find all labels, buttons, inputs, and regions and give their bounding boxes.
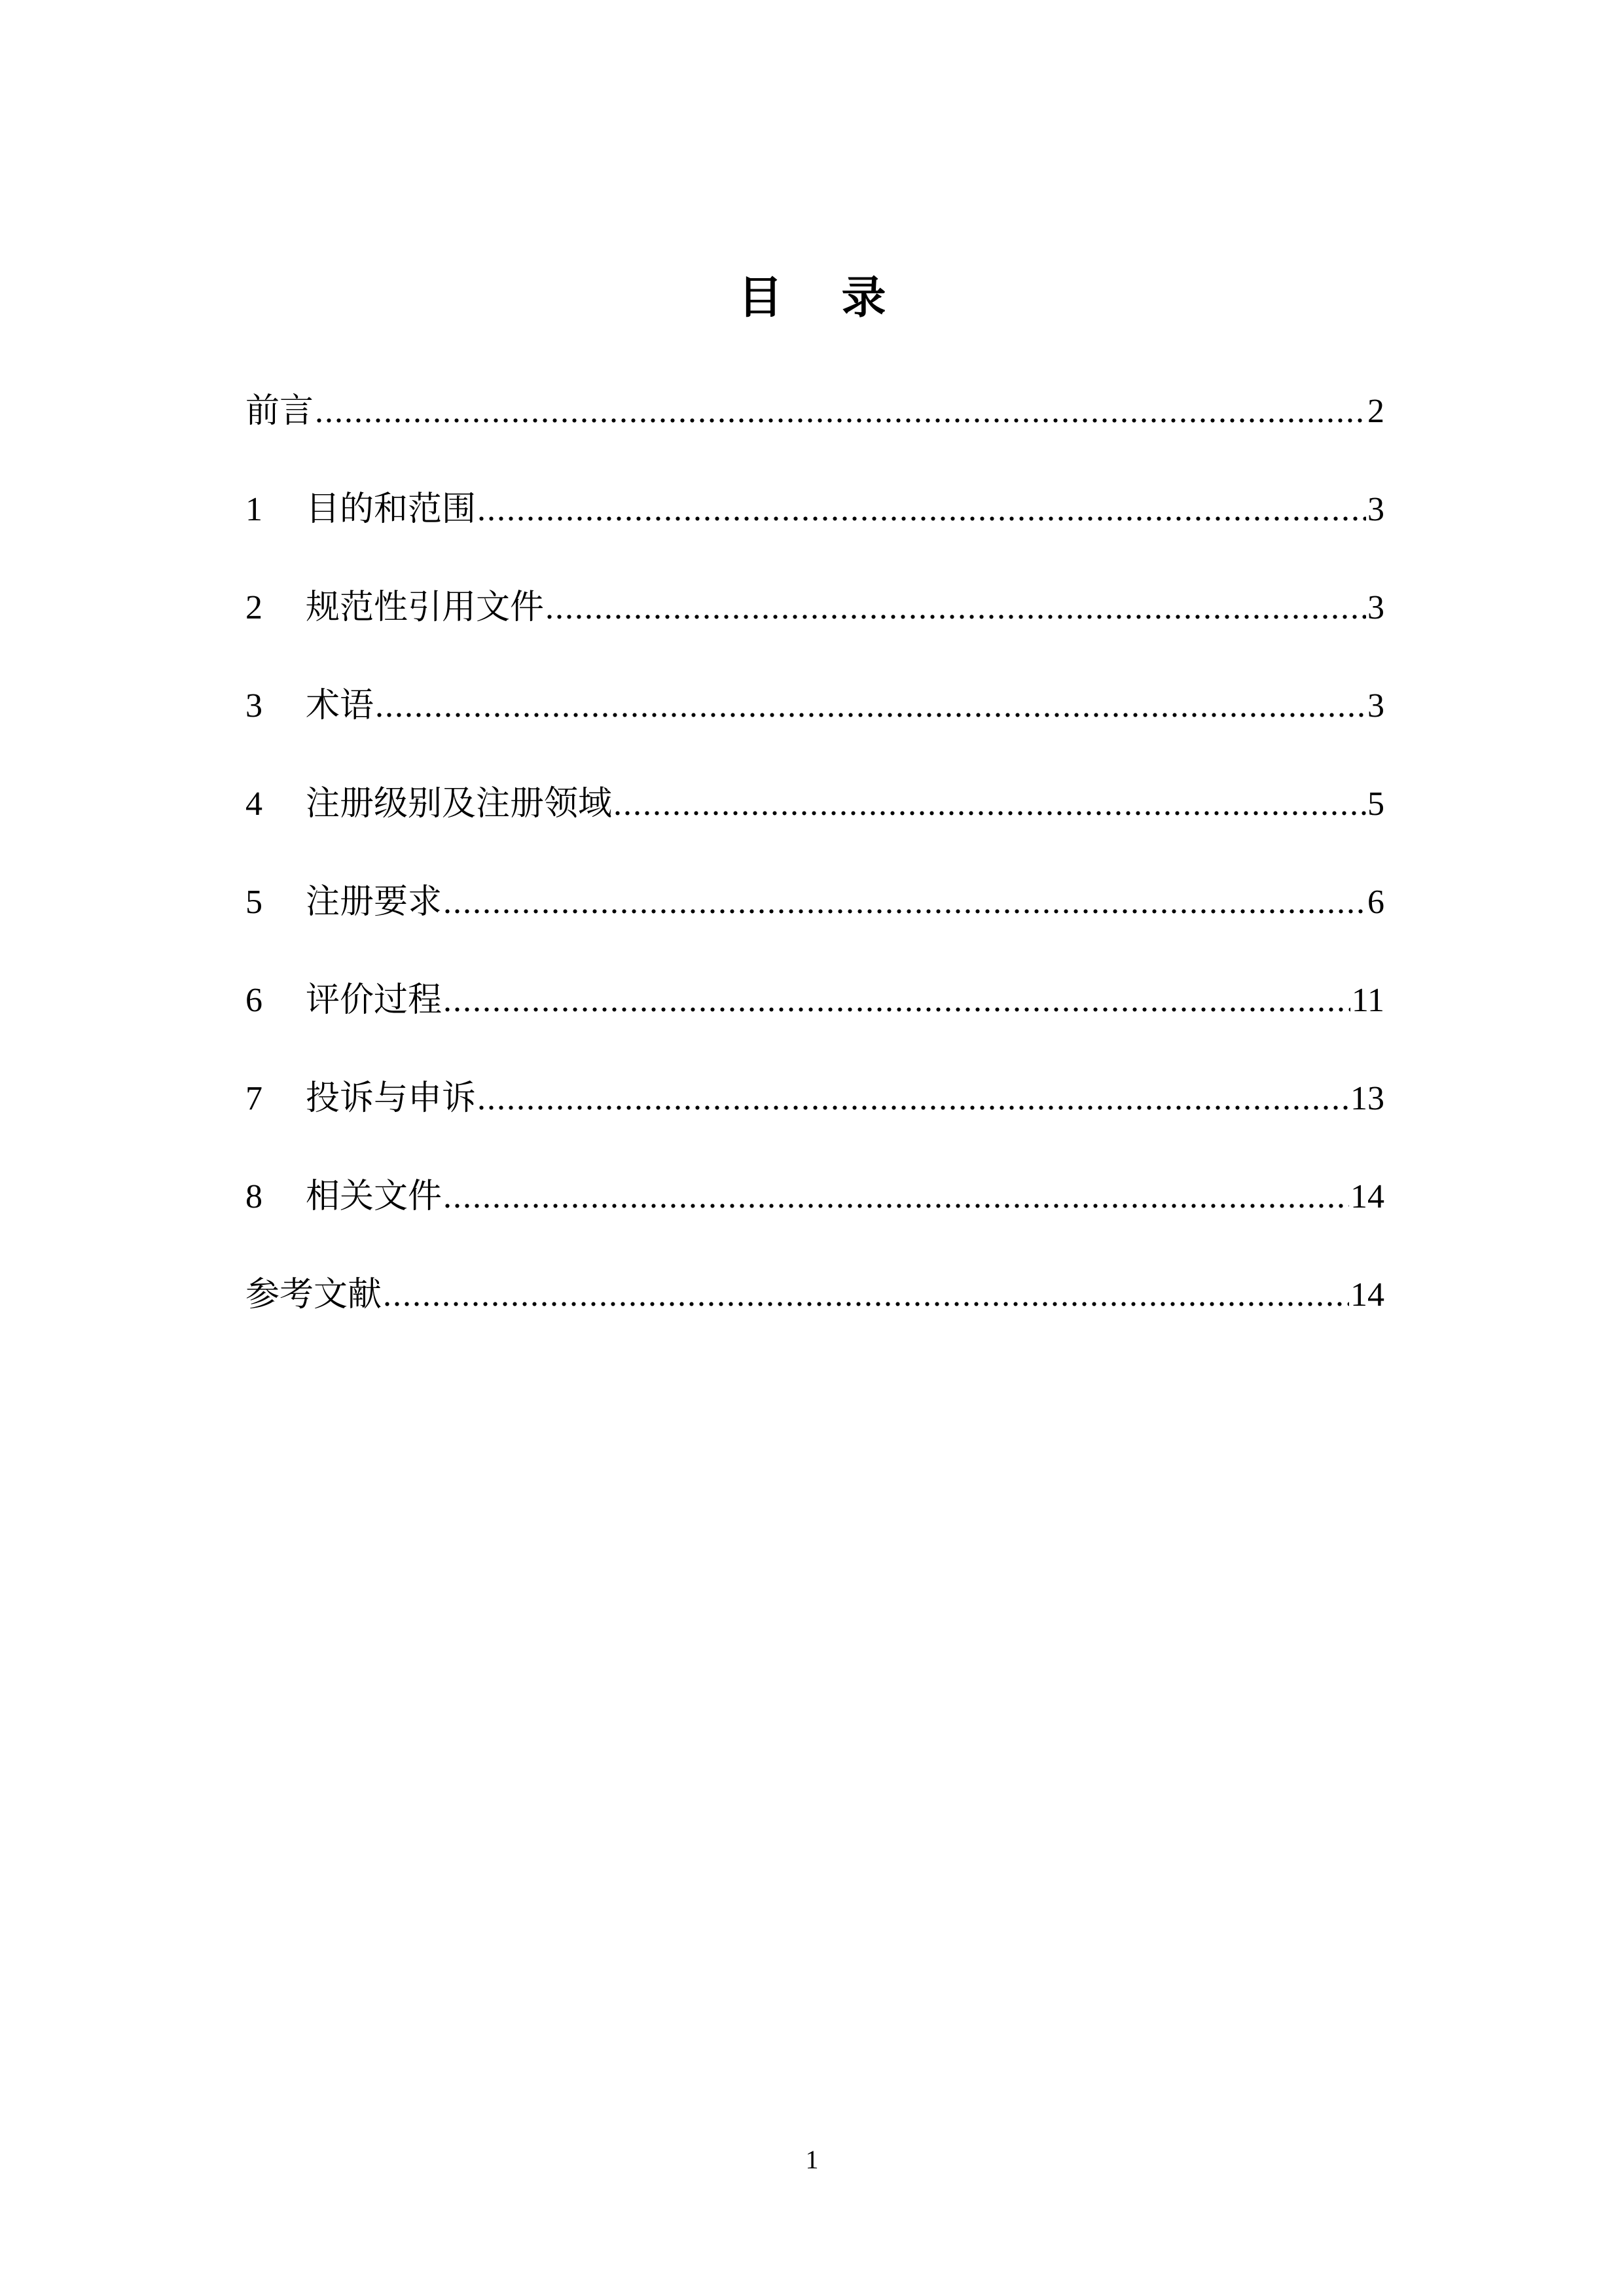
toc-page-number: 3	[1367, 687, 1384, 725]
toc-dot-leader	[477, 1067, 1349, 1130]
toc-dot-leader	[613, 773, 1366, 836]
toc-section-number: 3	[245, 687, 262, 725]
toc-entry-references[interactable]	[245, 1263, 1384, 1361]
toc-page-number: 2	[1367, 393, 1384, 430]
toc-entry-8[interactable]	[245, 1165, 1384, 1263]
toc-page-number: 5	[1367, 785, 1384, 823]
toc-dot-leader	[375, 675, 1366, 738]
toc-dot-leader	[315, 380, 1366, 443]
toc-entry-2[interactable]	[245, 576, 1384, 674]
toc-entry-7[interactable]	[245, 1067, 1384, 1165]
toc-section-number: 8	[245, 1178, 262, 1215]
toc-dot-leader	[443, 969, 1350, 1032]
toc-entry-4[interactable]	[245, 772, 1384, 870]
toc-entry-text: 相关文件	[306, 1177, 442, 1216]
toc-section-number: 4	[245, 785, 262, 823]
toc-page-number: 3	[1367, 491, 1384, 528]
toc-page-number: 3	[1367, 589, 1384, 626]
toc-page-number: 13	[1350, 1080, 1384, 1117]
page-footer-number: 1	[805, 2145, 819, 2174]
toc-entry-text: 评价过程	[306, 980, 442, 1020]
toc-entry-text: 注册级别及注册领域	[306, 784, 613, 823]
toc-entry-3[interactable]	[245, 674, 1384, 772]
toc-entry-1[interactable]	[245, 478, 1384, 576]
toc-entry-text: 注册要求	[306, 882, 442, 922]
toc-entry-text: 前言	[245, 391, 314, 431]
toc-page-number: 14	[1350, 1276, 1384, 1314]
toc-entry-5[interactable]	[245, 870, 1384, 969]
toc-dot-leader	[443, 871, 1366, 934]
toc-section-number: 5	[245, 884, 262, 921]
toc-dot-leader	[383, 1264, 1349, 1327]
toc-entry-preface[interactable]	[245, 380, 1384, 478]
toc-section-number: 2	[245, 589, 262, 626]
toc-section-number: 6	[245, 982, 262, 1019]
toc-section-number: 1	[245, 491, 262, 528]
toc-page-number: 6	[1367, 884, 1384, 921]
table-of-contents	[245, 380, 1384, 1361]
toc-dot-leader	[545, 577, 1366, 639]
title-char-2: 录	[841, 272, 886, 324]
title-char-1: 目	[738, 272, 783, 324]
toc-section-number: 7	[245, 1080, 262, 1117]
page-title	[0, 265, 1624, 331]
toc-entry-text: 术语	[306, 686, 374, 725]
toc-dot-leader	[443, 1166, 1349, 1229]
toc-page-number: 11	[1351, 982, 1384, 1019]
toc-entry-text: 目的和范围	[306, 490, 477, 529]
toc-entry-text: 参考文献	[245, 1275, 382, 1314]
toc-page-number: 14	[1350, 1178, 1384, 1215]
toc-entry-text: 投诉与申诉	[306, 1079, 477, 1118]
toc-entry-6[interactable]	[245, 969, 1384, 1067]
toc-entry-text: 规范性引用文件	[306, 588, 545, 627]
toc-dot-leader	[477, 478, 1366, 541]
